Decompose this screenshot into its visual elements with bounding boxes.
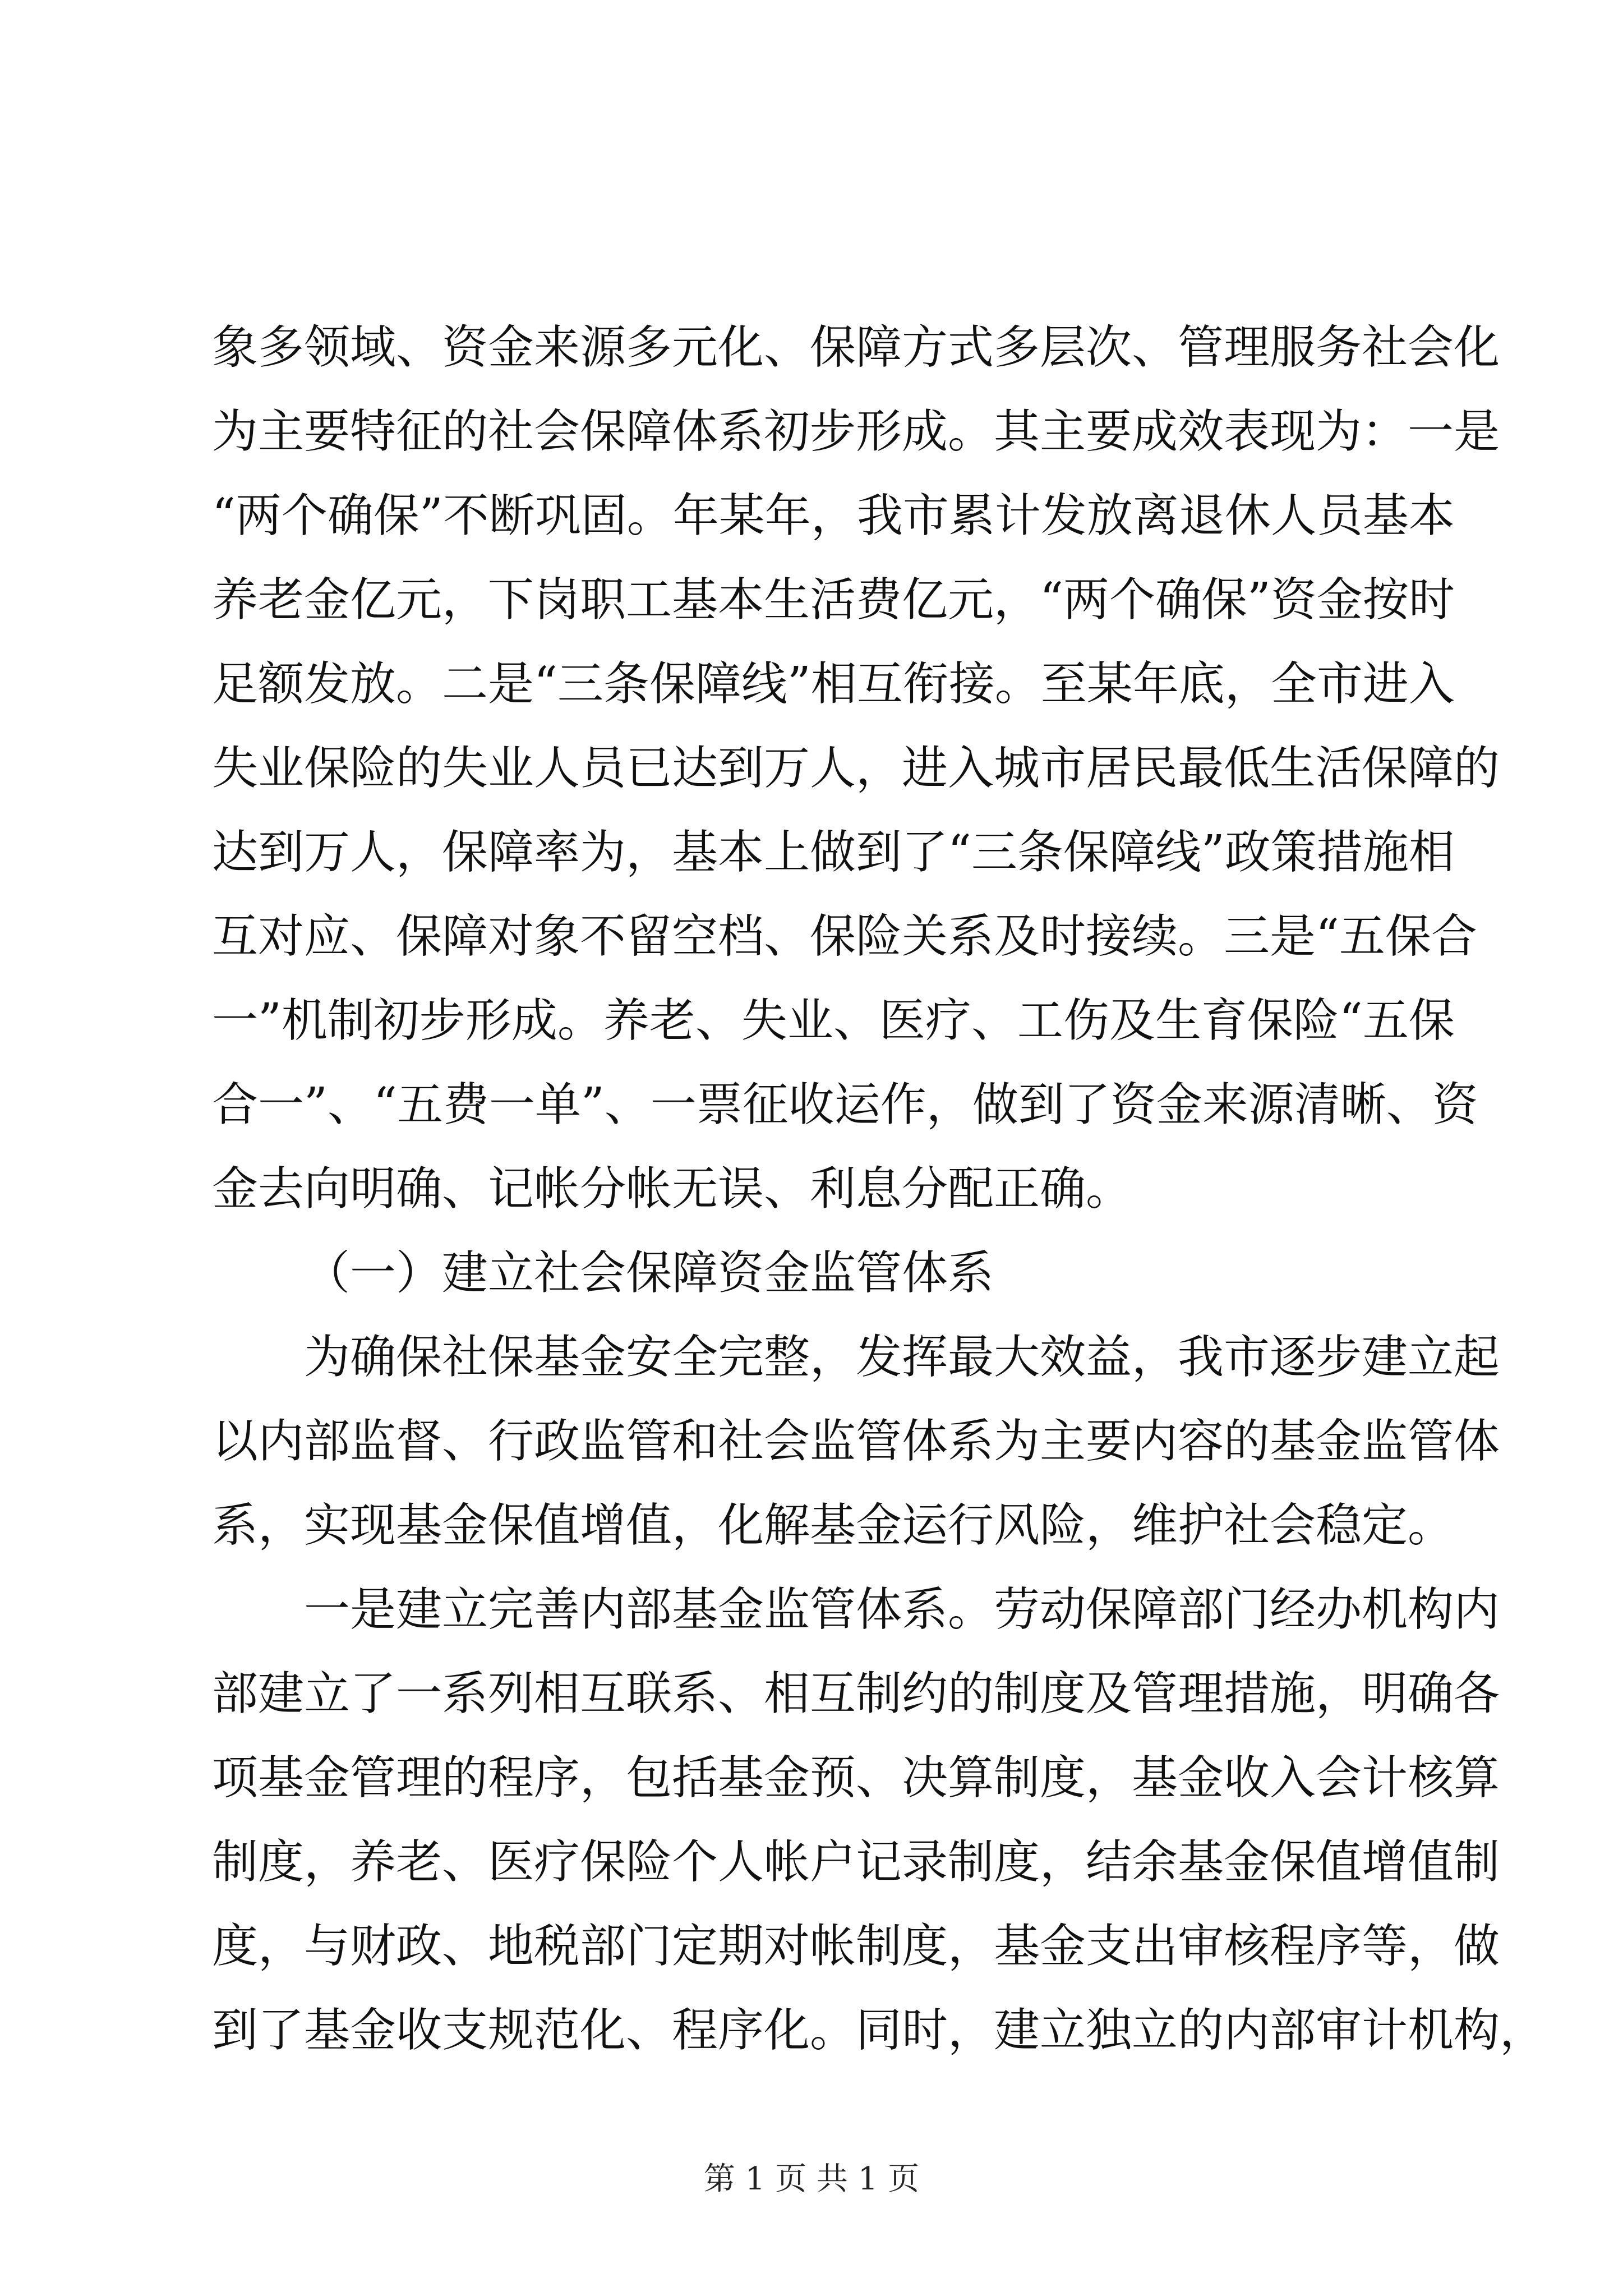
paragraph-line: 象多领域、资金来源多元化、保障方式多层次、管理服务社会化 bbox=[212, 321, 1500, 374]
paragraph-line: 部建立了一系列相互联系、相互制约的制度及管理措施，明确各 bbox=[212, 1667, 1500, 1720]
paragraph-line: 失业保险的失业人员已达到万人，进入城市居民最低生活保障的 bbox=[212, 742, 1500, 795]
paragraph-line: 到了基金收支规范化、程序化。同时，建立独立的内部审计机构， bbox=[212, 2004, 1546, 2057]
paragraph-line: 制度，养老、医疗保险个人帐户记录制度，结余基金保值增值制 bbox=[212, 1835, 1500, 1889]
paragraph-line: 系，实现基金保值增值，化解基金运行风险，维护社会稳定。 bbox=[212, 1499, 1454, 1552]
paragraph-line: 金去向明确、记帐分帐无误、利息分配正确。 bbox=[212, 1162, 1132, 1216]
paragraph-line: 为确保社保基金安全完整，发挥最大效益，我市逐步建立起 bbox=[304, 1331, 1500, 1384]
paragraph-line: 一是建立完善内部基金监管体系。劳动保障部门经办机构内 bbox=[304, 1583, 1500, 1636]
section-heading: （一）建立社会保障资金监管体系 bbox=[304, 1246, 994, 1300]
paragraph-line: 以内部监督、行政监管和社会监管体系为主要内容的基金监管体 bbox=[212, 1415, 1500, 1468]
paragraph-line: 足额发放。二是“三条保障线”相互衔接。至某年底，全市进入 bbox=[212, 657, 1455, 711]
paragraph-line: 养老金亿元，下岗职工基本生活费亿元，“两个确保”资金按时 bbox=[212, 573, 1455, 627]
paragraph-line: “两个确保”不断巩固。年某年，我市累计发放离退休人员基本 bbox=[212, 489, 1455, 542]
paragraph-line: 度，与财政、地税部门定期对帐制度，基金支出审核程序等，做 bbox=[212, 1920, 1500, 1973]
paragraph-line: 项基金管理的程序，包括基金预、决算制度，基金收入会计核算 bbox=[212, 1751, 1500, 1805]
paragraph-line: 合一”、“五费一单”、一票征收运作，做到了资金来源清晰、资 bbox=[212, 1078, 1478, 1131]
paragraph-line: 互对应、保障对象不留空档、保险关系及时接续。三是“五保合 bbox=[212, 910, 1477, 963]
page-number-footer: 第 1 页 共 1 页 bbox=[703, 2161, 920, 2197]
paragraph-line: 一”机制初步形成。养老、失业、医疗、工伤及生育保险“五保 bbox=[212, 994, 1455, 1047]
paragraph-line: 为主要特征的社会保障体系初步形成。其主要成效表现为：一是 bbox=[212, 405, 1500, 458]
paragraph-line: 达到万人，保障率为，基本上做到了“三条保障线”政策措施相 bbox=[212, 826, 1455, 879]
